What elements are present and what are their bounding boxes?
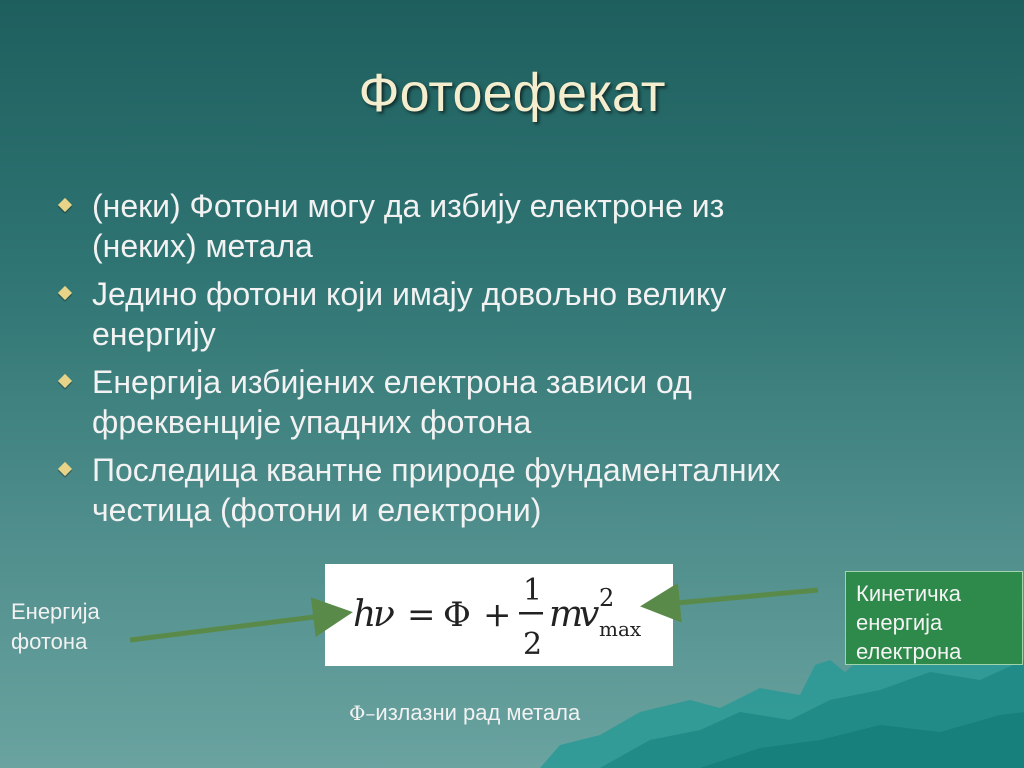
bullet-line: Енергија избијених електрона зависи од [92,364,692,400]
phi-symbol: Φ– [349,701,376,725]
formula-phi: Φ [443,595,471,635]
bullet-line: Једино фотони који имају довољно велику [92,276,727,312]
bullet-line: (неких) метала [92,228,313,264]
bullet-list [60,186,960,538]
kinetic-energy-box [845,571,1023,665]
formula-plus: + [483,595,512,635]
formula-v: v [579,594,600,635]
bullet-line: енергију [92,316,216,352]
box-line: Кинетичка [856,581,961,606]
bullet-text [92,450,780,530]
fraction-bar [519,612,543,615]
box-line: енергија [856,610,943,635]
formula-exponent: 2 [599,584,615,612]
caption-text: излазни рад метала [375,700,581,725]
formula-denominator: 2 [523,627,543,662]
formula-m: m [549,594,584,635]
bullet-line: фреквенције упадних фотона [92,404,532,440]
diamond-bullet-icon [58,462,72,476]
formula-equals: = [407,595,436,635]
bullet-text [92,362,692,442]
bullet-text [92,186,724,266]
formula-numerator: 1 [523,573,543,608]
diamond-bullet-icon [58,374,72,388]
work-function-caption [349,700,580,726]
label-line: фотона [11,629,88,654]
slide-title: Фотоефекат [358,63,666,123]
formula-subscript: max [599,617,642,641]
bullet-line: (неки) Фотони могу да избију електроне из [92,188,725,224]
formula-h: h [353,594,377,635]
photon-energy-label [11,597,141,657]
box-line: електрона [856,639,962,664]
formula-image [325,564,673,666]
formula-nu: ν [373,594,395,635]
bullet-line: Последица квантне природе фундаменталних [92,452,781,488]
bullet-text [92,274,726,354]
diamond-bullet-icon [58,286,72,300]
bullet-item [60,450,960,530]
bullet-line: честица (фотони и електрони) [92,492,542,528]
label-line: Енергија [11,599,100,624]
bullet-item [60,274,960,354]
diamond-bullet-icon [58,198,72,212]
bullet-item [60,186,960,266]
bullet-item [60,362,960,442]
